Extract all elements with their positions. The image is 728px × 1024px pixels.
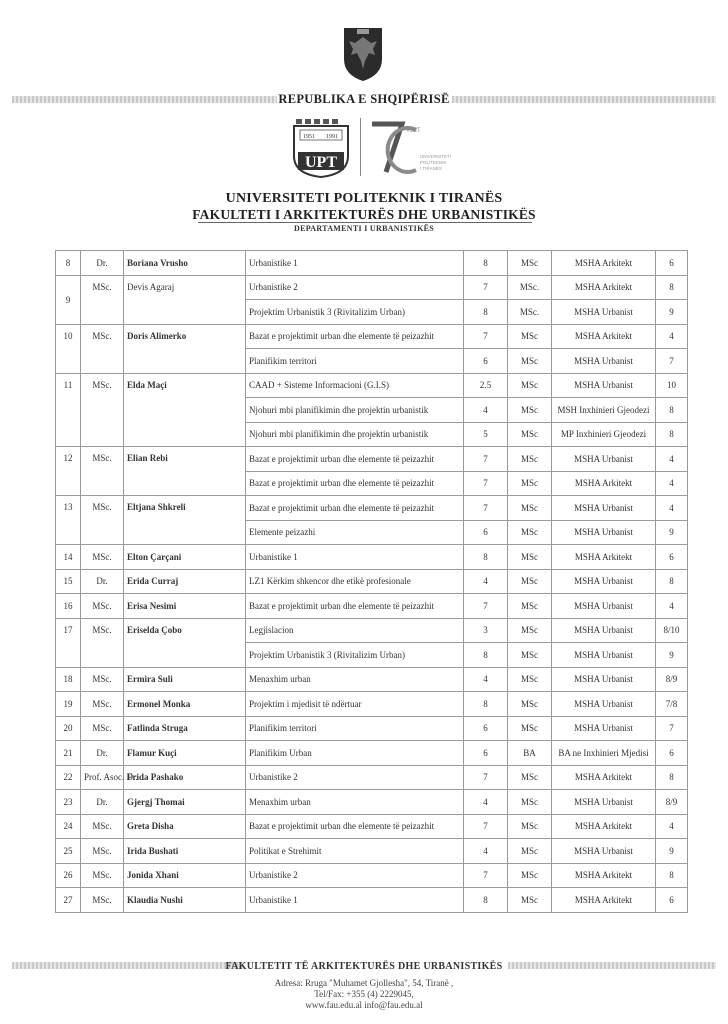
academic-title: MSc. [81,716,124,741]
academic-title: MSc. [81,839,124,864]
table-row [56,447,688,472]
row-number: 26 [56,863,81,888]
footer-web[interactable]: www.fau.edu.al info@fau.edu.al [305,1000,423,1010]
semester: 8/10 [656,618,688,643]
course-name: Njohuri mbi planifikimin dhe projektin urbanistik [246,398,464,423]
semester: 4 [656,594,688,619]
semester: 6 [656,251,688,276]
level: MSc [508,373,552,398]
program: MSHA Arkitekt [552,814,656,839]
staff-name: Greta Disha [124,814,246,839]
credits: 8 [464,888,508,913]
program: MSHA Urbanist [552,373,656,398]
semester: 9 [656,520,688,545]
semester: 4 [656,447,688,472]
level: MSc [508,545,552,570]
level: MSc [508,667,552,692]
staff-name: Ermira Suli [124,667,246,692]
row-number: 9 [56,275,81,324]
table-row [56,251,688,276]
semester: 8 [656,398,688,423]
row-number: 15 [56,569,81,594]
course-name: Bazat e projektimit urban dhe elemente të peizazhit [246,496,464,521]
level: MSc [508,496,552,521]
faculty-title: FAKULTETI I ARKITEKTURËS DHE URBANISTIKËS [192,207,536,222]
staff-name: Gjergj Thomai [124,790,246,815]
course-name: Projektim Urbanistik 3 (Rivitalizim Urban) [246,643,464,668]
table-row [56,814,688,839]
academic-title: MSc. [81,275,124,324]
course-name: Projektim Urbanistik 3 (Rivitalizim Urban) [246,300,464,325]
footer-phone: Tel/Fax: +355 (4) 2229045, [314,989,414,999]
upt-logo-text: UPT [305,154,337,171]
table-row [56,373,688,398]
level: MSc [508,618,552,643]
program: MSHA Arkitekt [552,251,656,276]
semester: 9 [656,643,688,668]
table-row [56,496,688,521]
credits: 4 [464,790,508,815]
semester: 6 [656,888,688,913]
row-number: 17 [56,618,81,667]
credits: 7 [464,594,508,619]
academic-title: MSc. [81,863,124,888]
academic-title: Dr. [81,790,124,815]
program: MSHA Arkitekt [552,545,656,570]
table-row [56,692,688,717]
academic-title: Dr. [81,251,124,276]
level: MSc [508,692,552,717]
semester: 10 [656,373,688,398]
republic-title: REPUBLIKA E SHQIPËRISË [278,92,450,106]
academic-title: Prof. Asoc. Dr. [81,765,124,790]
course-name: Urbanistike 1 [246,888,464,913]
program: MSHA Urbanist [552,447,656,472]
credits: 6 [464,716,508,741]
program: MSHA Urbanist [552,716,656,741]
row-number: 10 [56,324,81,373]
program: BA ne Inxhinieri Mjedisi [552,741,656,766]
university-title: UNIVERSITETI POLITEKNIK I TIRANËS [225,191,503,206]
staff-name: Flamur Kuçi [124,741,246,766]
staff-name: Eriselda Çobo [124,618,246,667]
program: MP Inxhinieri Gjeodezi [552,422,656,447]
staff-name: Elton Çarçani [124,545,246,570]
course-name: Menaxhim urban [246,790,464,815]
credits: 4 [464,667,508,692]
course-name: Njohuri mbi planifikimin dhe projektin urbanistik [246,422,464,447]
semester: 7/8 [656,692,688,717]
academic-title: MSc. [81,692,124,717]
table-row [56,667,688,692]
table-row [56,545,688,570]
level: MSc [508,569,552,594]
anniversary-line-3: I TIRANËS [420,166,442,171]
program: MSHA Arkitekt [552,765,656,790]
level: MSc [508,716,552,741]
semester: 7 [656,716,688,741]
program: MSHA Urbanist [552,520,656,545]
logo-divider [360,118,361,176]
level: MSc [508,324,552,349]
level: MSc [508,422,552,447]
anniversary-vjet: VJET [406,128,421,134]
credits: 8 [464,643,508,668]
program: MSHA Urbanist [552,496,656,521]
level: MSc [508,888,552,913]
program: MSHA Arkitekt [552,888,656,913]
course-name: Politikat e Strehimit [246,839,464,864]
semester: 8/9 [656,667,688,692]
semester: 8/9 [656,790,688,815]
staff-table [55,250,688,913]
program: MSHA Urbanist [552,839,656,864]
course-name: Projektim i mjedisit të ndërtuar [246,692,464,717]
row-number: 24 [56,814,81,839]
program: MSHA Urbanist [552,618,656,643]
course-name: Menaxhim urban [246,667,464,692]
level: MSc [508,839,552,864]
course-name: Urbanistike 1 [246,545,464,570]
row-number: 18 [56,667,81,692]
table-row [56,863,688,888]
course-name: Planifikim territori [246,716,464,741]
staff-name: Fatlinda Struga [124,716,246,741]
program: MSHA Urbanist [552,569,656,594]
table-row [56,569,688,594]
level: MSc [508,814,552,839]
credits: 7 [464,447,508,472]
row-number: 12 [56,447,81,496]
level: MSc [508,863,552,888]
course-name: Urbanistike 2 [246,275,464,300]
course-name: Legjislacion [246,618,464,643]
level: MSc [508,594,552,619]
program: MSHA Arkitekt [552,275,656,300]
credits: 6 [464,741,508,766]
academic-title: MSc. [81,814,124,839]
department-title: DEPARTAMENTI I URBANISTIKËS [294,224,434,233]
level: MSc. [508,300,552,325]
staff-name: Frida Pashako [124,765,246,790]
header-bar-right [452,96,716,103]
semester: 9 [656,300,688,325]
anniversary-line-1: UNIVERSITETI [420,154,452,159]
row-number: 8 [56,251,81,276]
level: MSc [508,251,552,276]
academic-title: MSc. [81,496,124,545]
semester: 6 [656,741,688,766]
credits: 7 [464,496,508,521]
table-row [56,594,688,619]
level: MSc [508,349,552,374]
credits: 8 [464,300,508,325]
credits: 6 [464,349,508,374]
level: MSc [508,643,552,668]
staff-name: Doris Alimerko [124,324,246,373]
credits: 7 [464,324,508,349]
level: MSc [508,471,552,496]
academic-title: MSc. [81,447,124,496]
program: MSHA Urbanist [552,300,656,325]
semester: 4 [656,496,688,521]
program: MSHA Urbanist [552,790,656,815]
table-row [56,716,688,741]
row-number: 16 [56,594,81,619]
staff-name: Ermonel Monka [124,692,246,717]
course-name: Bazat e projektimit urban dhe elemente të peizazhit [246,594,464,619]
row-number: 13 [56,496,81,545]
program: MSH Inxhinieri Gjeodezi [552,398,656,423]
semester: 9 [656,839,688,864]
table-row [56,741,688,766]
staff-name: Devis Agaraj [124,275,246,324]
albania-emblem-icon [341,25,385,83]
staff-name: Klaudia Nushi [124,888,246,913]
course-name: Bazat e projektimit urban dhe elemente të peizazhit [246,324,464,349]
course-name: Elemente peizazhi [246,520,464,545]
anniversary-line-2: POLITEKNIK [420,160,447,165]
course-name: Urbanistike 2 [246,863,464,888]
course-name: Urbanistike 2 [246,765,464,790]
credits: 8 [464,251,508,276]
row-number: 21 [56,741,81,766]
semester: 4 [656,324,688,349]
program: MSHA Urbanist [552,594,656,619]
row-number: 11 [56,373,81,447]
program: MSHA Arkitekt [552,863,656,888]
course-name: Bazat e projektimit urban dhe elemente të peizazhit [246,814,464,839]
academic-title: MSc. [81,618,124,667]
level: MSc [508,520,552,545]
credits: 7 [464,863,508,888]
row-number: 23 [56,790,81,815]
level: MSc [508,790,552,815]
footer-faculty: FAKULTETIT TË ARKITEKTURËS DHE URBANISTIKËS [225,961,503,972]
credits: 7 [464,814,508,839]
table-row [56,765,688,790]
program: MSHA Urbanist [552,667,656,692]
row-number: 27 [56,888,81,913]
upt-logo [290,118,352,178]
course-name: LZ1 Kërkim shkencor dhe etikë profesionale [246,569,464,594]
level: MSc. [508,275,552,300]
academic-title: Dr. [81,741,124,766]
staff-name: Erida Curraj [124,569,246,594]
staff-name: Irida Bushati [124,839,246,864]
credits: 7 [464,275,508,300]
semester: 8 [656,275,688,300]
table-row [56,888,688,913]
course-name: Urbanistike 1 [246,251,464,276]
table-row [56,790,688,815]
level: BA [508,741,552,766]
course-name: Bazat e projektimit urban dhe elemente të peizazhit [246,447,464,472]
footer-bar-right [508,962,716,969]
table-row [56,618,688,643]
academic-title: MSc. [81,888,124,913]
seventy-years-logo [368,118,460,178]
academic-title: Dr. [81,569,124,594]
table-row [56,839,688,864]
row-number: 20 [56,716,81,741]
course-name: Planifikim territori [246,349,464,374]
staff-name: Eltjana Shkreli [124,496,246,545]
credits: 4 [464,569,508,594]
row-number: 19 [56,692,81,717]
credits: 7 [464,471,508,496]
credits: 6 [464,520,508,545]
credits: 7 [464,765,508,790]
table-row [56,324,688,349]
semester: 8 [656,765,688,790]
program: MSHA Urbanist [552,692,656,717]
academic-title: MSc. [81,594,124,619]
academic-title: MSc. [81,667,124,692]
credits: 8 [464,545,508,570]
program: MSHA Arkitekt [552,324,656,349]
semester: 8 [656,569,688,594]
program: MSHA Urbanist [552,643,656,668]
course-name: Planifikim Urban [246,741,464,766]
level: MSc [508,398,552,423]
academic-title: MSc. [81,545,124,570]
staff-name: Erisa Nesimi [124,594,246,619]
upt-year-1: 1951 [303,134,315,140]
semester: 4 [656,471,688,496]
academic-title: MSc. [81,373,124,447]
semester: 7 [656,349,688,374]
level: MSc [508,765,552,790]
row-number: 25 [56,839,81,864]
credits: 5 [464,422,508,447]
credits: 4 [464,839,508,864]
course-name: Bazat e projektimit urban dhe elemente të peizazhit [246,471,464,496]
table-row [56,275,688,300]
credits: 8 [464,692,508,717]
credits: 3 [464,618,508,643]
credits: 2.5 [464,373,508,398]
semester: 4 [656,814,688,839]
semester: 8 [656,863,688,888]
staff-name: Boriana Vrusho [124,251,246,276]
staff-name: Jonida Xhani [124,863,246,888]
level: MSc [508,447,552,472]
title-rule [198,222,532,223]
footer-address: Adresa: Rruga "Muhamet Gjollesha", 54, Tiranë , [274,978,454,988]
staff-name: Elian Rebi [124,447,246,496]
credits: 4 [464,398,508,423]
semester: 8 [656,422,688,447]
semester: 6 [656,545,688,570]
program: MSHA Urbanist [552,349,656,374]
staff-name: Elda Maçi [124,373,246,447]
course-name: CAAD + Sisteme Informacioni (G.I.S) [246,373,464,398]
program: MSHA Arkitekt [552,471,656,496]
row-number: 22 [56,765,81,790]
row-number: 14 [56,545,81,570]
upt-year-2: 1991 [326,134,338,140]
academic-title: MSc. [81,324,124,373]
